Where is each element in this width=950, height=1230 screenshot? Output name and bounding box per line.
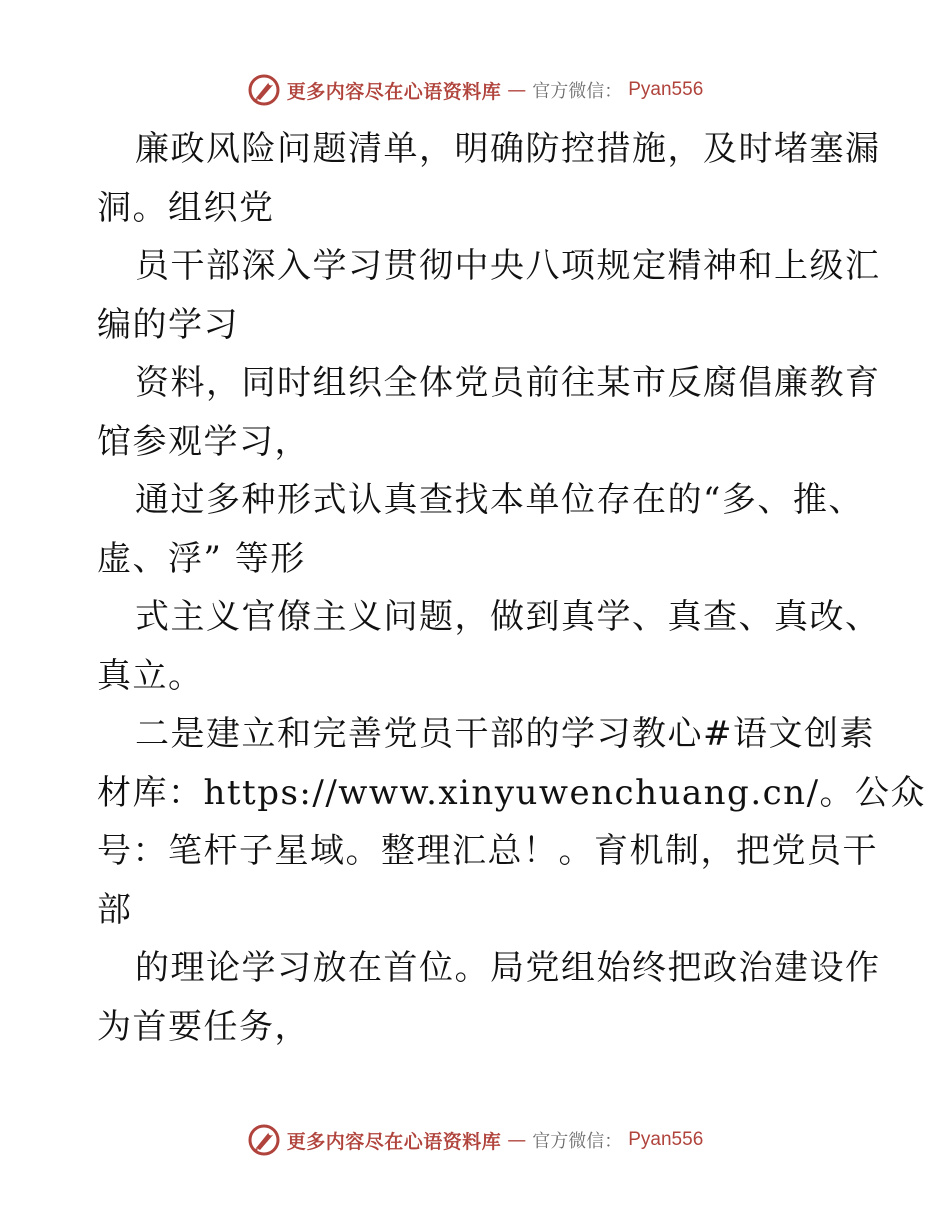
text-line: 的理论学习放在首位。局党组始终把政治建设作 bbox=[135, 948, 881, 988]
header-watermark bbox=[0, 70, 950, 110]
watermark-brand-text: 更多内容尽在心语资料库 bbox=[286, 80, 502, 103]
text-line: 真立。 bbox=[97, 655, 204, 696]
text-line: 编的学习 bbox=[97, 304, 239, 345]
watermark-dash: — bbox=[507, 1129, 527, 1151]
quill-pen-logo-icon bbox=[247, 1123, 281, 1157]
watermark-official-label: 官方微信： bbox=[532, 1131, 623, 1152]
document-body bbox=[97, 120, 927, 1056]
text-line: 二是建立和完善党员干部的学习教心#语文创素 bbox=[135, 714, 875, 754]
text-line: 虚、浮” 等形 bbox=[97, 538, 306, 579]
text-line: 通过多种形式认真查找本单位存在的“多、推、 bbox=[135, 480, 864, 520]
text-line: 为首要任务， bbox=[97, 1006, 310, 1047]
watermark-brand-text: 更多内容尽在心语资料库 bbox=[286, 1130, 502, 1153]
watermark-official-label: 官方微信： bbox=[532, 81, 623, 102]
quill-pen-logo-icon bbox=[247, 73, 281, 107]
watermark-wechat-id: Pyan556 bbox=[628, 1129, 704, 1150]
watermark-wechat-id: Pyan556 bbox=[628, 79, 704, 100]
text-line: 馆参观学习， bbox=[97, 421, 310, 462]
text-line: 式主义官僚主义问题，做到真学、真查、真改、 bbox=[135, 597, 881, 637]
text-line: 材库：https://www.xinyuwenchuang.cn/。公众 bbox=[97, 772, 927, 813]
text-line: 号：笔杆子星域。整理汇总！。育机制，把党员干 bbox=[97, 831, 878, 871]
text-line: 员干部深入学习贯彻中央八项规定精神和上级汇 bbox=[135, 246, 881, 286]
text-line: 资料，同时组织全体党员前往某市反腐倡廉教育 bbox=[135, 363, 881, 403]
footer-watermark bbox=[0, 1120, 950, 1160]
text-line: 洞。组织党 bbox=[97, 187, 275, 228]
text-line: 部 bbox=[97, 889, 133, 930]
text-line: 廉政风险问题清单，明确防控措施，及时堵塞漏 bbox=[135, 129, 881, 169]
watermark-dash: — bbox=[507, 79, 527, 101]
